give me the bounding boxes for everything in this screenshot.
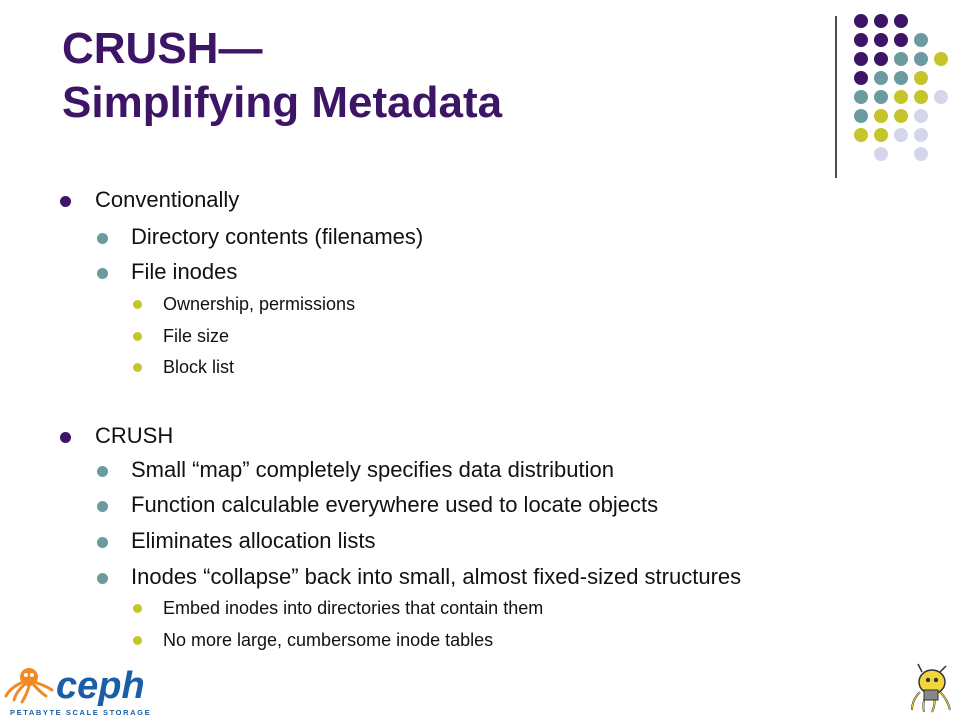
bullet-dot <box>133 300 142 309</box>
bullet-inodes-collapse: Inodes “collapse” back into small, almost fixed-sized structures <box>131 564 741 590</box>
bullet-dot <box>133 332 142 341</box>
bullet-dot <box>133 604 142 613</box>
bullet-no-more: No more large, cumbersome inode tables <box>163 630 493 651</box>
bullet-dot <box>97 233 108 244</box>
bullet-eliminates: Eliminates allocation lists <box>131 528 376 554</box>
bullet-dot <box>97 501 108 512</box>
bullet-function-calculable: Function calculable everywhere used to locate objects <box>131 492 658 518</box>
bullet-crush: CRUSH <box>95 423 173 449</box>
bullet-block-list: Block list <box>163 357 234 378</box>
bullet-dot <box>97 573 108 584</box>
bullet-embed-inodes: Embed inodes into directories that contain them <box>163 598 543 619</box>
bullet-dot <box>60 432 71 443</box>
bullet-file-inodes: File inodes <box>131 259 237 285</box>
bullet-conventionally: Conventionally <box>95 187 239 213</box>
octopus-logo-icon <box>6 668 52 702</box>
bullet-directory-contents: Directory contents (filenames) <box>131 224 423 250</box>
bullet-small-map: Small “map” completely specifies data distribution <box>131 457 614 483</box>
octopus-mascot-icon <box>906 660 956 716</box>
bullet-dot <box>97 537 108 548</box>
bullet-file-size: File size <box>163 326 229 347</box>
ceph-logo <box>2 662 162 720</box>
bullet-dot <box>97 268 108 279</box>
ceph-tagline: PETABYTE SCALE STORAGE <box>10 708 152 717</box>
title-line-2: Simplifying Metadata <box>62 78 503 127</box>
bullet-dot <box>133 363 142 372</box>
bullet-ownership: Ownership, permissions <box>163 294 355 315</box>
bullet-dot <box>60 196 71 207</box>
bullet-dot <box>97 466 108 477</box>
bullet-dot <box>133 636 142 645</box>
ceph-wordmark: ceph <box>56 665 145 707</box>
title-line-1: CRUSH— <box>62 24 263 73</box>
